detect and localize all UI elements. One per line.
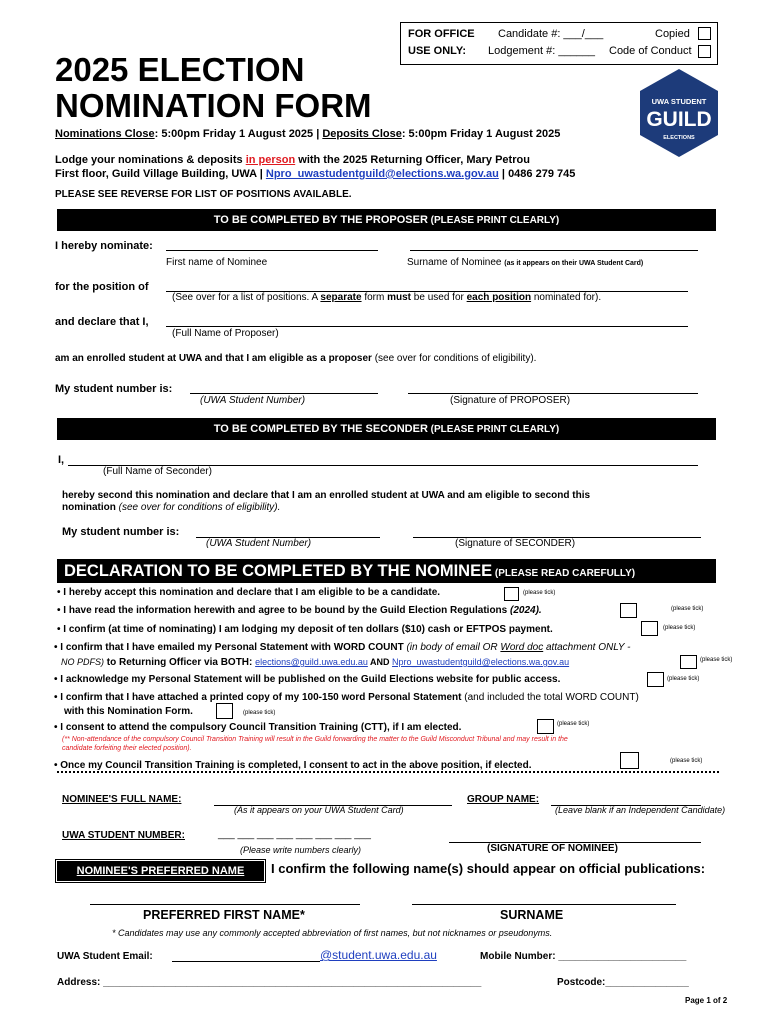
position-caption-each: each position (466, 292, 532, 303)
ctt-warning-line1: (** Non-attendance of the compulsory Council Transition Training will result in the Guild forwarding the matter to the Guild Misconduct Tribunal and may result in the (62, 736, 568, 743)
address-field[interactable]: Address: ____________________________________________________________________ (57, 977, 482, 988)
ctt-warning-line2: candidate forfeiting their elected position). (62, 745, 192, 752)
page-title-line2: NOMINATION FORM (55, 87, 372, 124)
declaration-item-regulations (57, 605, 542, 616)
emailed-checkbox[interactable] (680, 655, 697, 669)
position-label: for the position of (55, 281, 149, 293)
seconder-header-text: TO BE COMPLETED BY THE SECONDER (213, 423, 428, 435)
page-number: Page 1 of 2 (685, 996, 728, 1005)
declaration-item-consent-act: • Once my Council Transition Training is completed, I consent to act in the above position, if elected. (54, 760, 532, 771)
published-checkbox[interactable] (647, 672, 664, 687)
nominations-close-label: Nominations Close (55, 128, 155, 140)
svg-text:ELECTIONS: ELECTIONS (663, 135, 695, 141)
seconder-student-number-caption: (UWA Student Number) (206, 538, 312, 549)
lodge-line1 (55, 154, 530, 166)
proposer-student-number-caption: (UWA Student Number) (200, 395, 306, 406)
lodge-text: Lodge your nominations & deposits (55, 154, 246, 166)
proposer-full-name-caption: (Full Name of Proposer) (172, 328, 279, 339)
code-of-conduct-checkbox[interactable] (698, 45, 711, 58)
proposer-signature-field[interactable] (408, 393, 698, 394)
emailed-text: • I confirm that I have emailed my Personal Statement with WORD COUNT (54, 642, 404, 653)
declaration-item-accept: • I hereby accept this nomination and declare that I am eligible to be a candidate. (57, 587, 441, 598)
declaration-item-printed-copy (54, 692, 639, 703)
nominate-label: I hereby nominate: (55, 240, 153, 252)
ctt-checkbox[interactable] (537, 719, 554, 734)
second-declaration-line2 (62, 502, 280, 513)
declaration-section-header (57, 559, 716, 583)
copied-checkbox[interactable] (698, 27, 711, 40)
second-declaration-line1: hereby second this nomination and declare that I am an enrolled student at UWA and am eligible to second this (62, 490, 591, 501)
surname-caption-note: (as it appears on their UWA Student Card) (504, 260, 644, 267)
lodge-address: First floor, Guild Village Building, UWA | (55, 168, 266, 180)
nominee-full-name-caption: (As it appears on your UWA Student Card) (234, 805, 404, 815)
lodge-phone: | 0486 279 745 (498, 168, 576, 180)
postcode-field[interactable]: Postcode:_______________ (557, 977, 689, 988)
proposer-header-note: (PLEASE PRINT CLEARLY) (427, 215, 560, 226)
regulations-year: (2024). (510, 605, 542, 616)
lodge-line2 (55, 168, 575, 180)
emailed-note-word: Word doc (500, 642, 544, 653)
declaration-item-emailed-line2 (61, 657, 569, 668)
declaration-header-text: DECLARATION TO BE COMPLETED BY THE NOMINEE (64, 562, 493, 580)
position-caption-b: form (361, 292, 388, 303)
position-caption-a: (See over for a list of positions. A (172, 292, 321, 303)
proposer-student-number-field[interactable] (190, 393, 378, 394)
lodge-officer-text: with the 2025 Returning Officer, Mary Petrou (295, 154, 530, 166)
declaration-item-printed-copy-line2: with this Nomination Form. (64, 706, 193, 717)
seconder-i-label: I, (58, 454, 65, 466)
student-number-caption: (Please write numbers clearly) (240, 845, 362, 855)
deposits-close-label: Deposits Close (322, 128, 402, 140)
nominee-full-name-label: NOMINEE'S FULL NAME: (62, 794, 182, 805)
printed-copy-tick-hint: (please tick) (243, 710, 276, 716)
position-caption-d: nominated for). (531, 292, 602, 303)
preferred-first-name-field[interactable] (90, 904, 360, 905)
proposer-eligibility (55, 353, 536, 364)
nickname-footnote: * Candidates may use any commonly accepted abbreviation of first names, but not nicknames or pseudonyms. (112, 928, 553, 938)
position-caption-separate: separate (320, 292, 362, 303)
regulations-text: • I have read the information herewith and agree to be bound by the Guild Election Regulations (57, 605, 510, 616)
returning-officer-email-link[interactable]: Npro_uwastudentguild@elections.wa.gov.au (265, 168, 499, 180)
dotted-divider (57, 771, 719, 773)
seconder-student-number-label: My student number is: (62, 526, 180, 538)
preferred-surname-field[interactable] (412, 904, 676, 905)
preferred-name-confirm: I confirm the following name(s) should appear on official publications: (271, 861, 706, 876)
declaration-item-deposit: • I confirm (at time of nominating) I am lodging my deposit of ten dollars ($10) cash or EFTPOS payment. (57, 624, 553, 635)
proposer-header-text: TO BE COMPLETED BY THE PROPOSER (213, 214, 428, 226)
emailed-via-text: to Returning Officer via BOTH: (104, 657, 256, 668)
deposit-tick-hint: (please tick) (663, 625, 696, 631)
published-tick-hint: (please tick) (667, 676, 700, 682)
emailed-and: AND (367, 657, 393, 667)
group-name-caption: (Leave blank if an Independent Candidate) (555, 805, 726, 815)
second-declaration-nomination: nomination (62, 502, 116, 513)
in-person-text: in person (245, 154, 296, 166)
student-email-label: UWA Student Email: (57, 951, 153, 962)
guild-elections-logo (640, 69, 718, 157)
emailed-note-a: (in body of email OR (403, 642, 501, 653)
seconder-section-header (57, 418, 716, 440)
printed-copy-text: • I confirm that I have attached a printed copy of my 100-150 word Personal Statement (54, 692, 462, 703)
svg-text:GUILD: GUILD (646, 108, 712, 131)
accept-tick-hint: (please tick) (523, 590, 556, 596)
use-only-label: USE ONLY: (408, 45, 467, 57)
code-of-conduct-label: Code of Conduct (609, 45, 692, 57)
nominee-signature-caption: (SIGNATURE OF NOMINEE) (487, 843, 618, 854)
candidate-number-label: Candidate #: ___/___ (498, 28, 604, 40)
ctt-tick-hint: (please tick) (557, 721, 590, 727)
declaration-item-emailed-line1 (54, 642, 630, 653)
seconder-header-note: (PLEASE PRINT CLEARLY) (427, 424, 560, 435)
nominee-first-name-field[interactable] (166, 250, 378, 251)
seconder-signature-caption: (Signature of SECONDER) (455, 538, 576, 549)
first-name-caption: First name of Nominee (166, 257, 268, 268)
regulations-checkbox[interactable] (620, 603, 637, 618)
uwa-student-number-label: UWA STUDENT NUMBER: (62, 830, 185, 841)
accept-checkbox[interactable] (504, 587, 519, 601)
position-caption-c: be used for (411, 292, 467, 303)
proposer-signature-caption: (Signature of PROPOSER) (450, 395, 571, 406)
proposer-full-name-field[interactable] (166, 326, 688, 327)
closing-dates (55, 128, 560, 140)
declaration-header-note: (PLEASE READ CAREFULLY) (492, 568, 636, 579)
proposer-eligibility-note: (see over for conditions of eligibility). (371, 353, 537, 364)
proposer-student-number-label: My student number is: (55, 383, 173, 395)
surname-caption (407, 257, 643, 268)
nominee-surname-field[interactable] (410, 250, 698, 251)
proposer-section-header (57, 209, 716, 231)
consent-act-tick-hint: (please tick) (670, 758, 703, 764)
emailed-tick-hint: (please tick) (700, 657, 733, 663)
svg-text:UWA STUDENT: UWA STUDENT (651, 97, 707, 106)
page-title-line1: 2025 ELECTION (55, 51, 305, 88)
student-email-field[interactable] (172, 961, 320, 962)
printed-copy-note: (and included the total WORD COUNT) (461, 692, 639, 703)
declare-label: and declare that I, (55, 316, 149, 328)
student-number-digit-fields[interactable]: ___ ___ ___ ___ ___ ___ ___ ___ (218, 829, 371, 840)
reverse-note: PLEASE SEE REVERSE FOR LIST OF POSITIONS AVAILABLE. (55, 189, 352, 200)
preferred-surname-caption: SURNAME (500, 908, 564, 922)
declaration-item-published: • I acknowledge my Personal Statement will be published on the Guild Elections website for public access. (54, 674, 561, 685)
consent-act-checkbox[interactable] (620, 752, 639, 769)
npro-email-link[interactable]: Npro_uwastudentguild@elections.wa.gov.au (392, 657, 570, 667)
second-declaration-note: (see over for conditions of eligibility). (115, 502, 281, 513)
regulations-tick-hint: (please tick) (671, 606, 704, 612)
emailed-no-pdfs: NO PDFS) (61, 657, 105, 667)
position-caption-must: must (387, 292, 412, 303)
position-caption (172, 292, 601, 303)
seconder-full-name-caption: (Full Name of Seconder) (103, 466, 212, 477)
mobile-number-field[interactable]: Mobile Number: _______________________ (480, 951, 687, 962)
printed-copy-checkbox[interactable] (216, 703, 233, 719)
guild-elections-email-link[interactable]: elections@guild.uwa.edu.au (255, 657, 368, 667)
student-email-domain: @student.uwa.edu.au (320, 948, 437, 962)
emailed-note-b: attachment ONLY - (543, 642, 631, 653)
declaration-item-ctt: • I consent to attend the compulsory Council Transition Training (CTT), if I am elected. (54, 722, 462, 733)
for-office-label: FOR OFFICE (408, 28, 475, 40)
nominations-close-value: : 5:00pm Friday 1 August 2025 | (154, 128, 323, 140)
deposit-checkbox[interactable] (641, 621, 658, 636)
preferred-name-label: NOMINEE'S PREFERRED NAME (55, 859, 266, 883)
copied-label: Copied (655, 28, 690, 40)
proposer-eligibility-text: am an enrolled student at UWA and that I am eligible as a proposer (55, 353, 372, 364)
surname-caption-text: Surname of Nominee (407, 257, 502, 268)
preferred-first-name-caption: PREFERRED FIRST NAME* (143, 908, 305, 922)
lodgement-number-label: Lodgement #: ______ (488, 45, 596, 57)
deposits-close-value: : 5:00pm Friday 1 August 2025 (401, 128, 561, 140)
group-name-label: GROUP NAME: (467, 794, 540, 805)
